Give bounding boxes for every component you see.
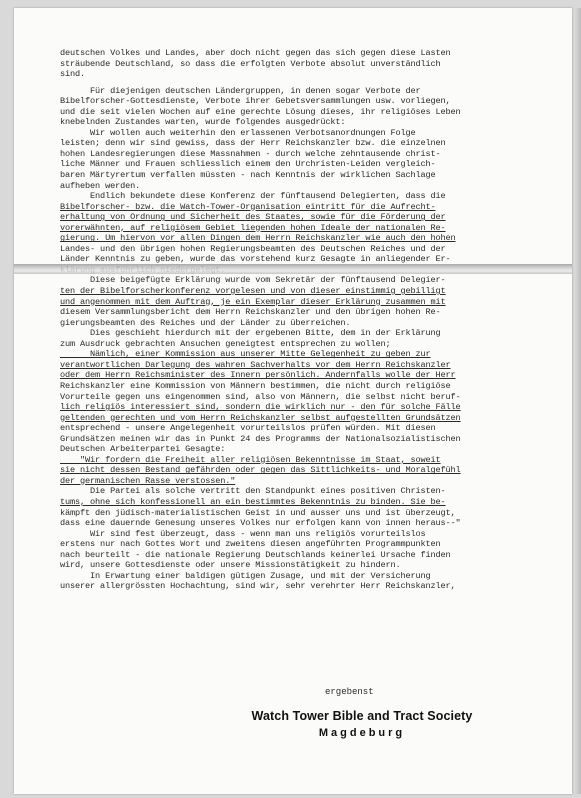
text-line: In Erwartung einer baldigen gütigen Zusage, und mit der Versicherung: [60, 570, 431, 581]
text-line: geltenden gerechten und vom Herrn Reichskanzler selbst aufgestellten Grundsätzen: [60, 412, 461, 423]
page-edge-shadow: [575, 8, 581, 794]
text-line: deutschen Volkes und Landes, aber doch nicht gegen das sich gegen diese Lasten: [60, 48, 451, 58]
text-line: kämpft den jüdisch-materialistischen Geist in und ausser uns und ist überzeugt,: [60, 507, 456, 518]
text-line: Nämlich, einer Kommission aus unserer Mitte Gelegenheit zu geben zur: [60, 349, 431, 360]
text-line: Bibelforscher-Gottesdienste, Verbote ihrer Gebetsversammlungen usw. vorliegen,: [60, 96, 451, 107]
text-line: der germanischen Rasse verstossen.": [60, 475, 236, 486]
text-line: lich religiös interessiert sind, sondern die wirklich nur - den für solche Fälle: [60, 402, 461, 413]
text-line: Länder Kenntnis zu geben, wurde das vorstehend kurz Gesagte in anliegender Er-: [60, 254, 451, 265]
text-line: vorerwähnten, auf religiösem Gebiet liegenden hohen Ideale der nationalen Re-: [60, 222, 446, 233]
text-line: baren Märtyrertum verfallen müssten - nach Kenntnis der wirklichen Sachlage: [60, 170, 436, 181]
text-line: entsprechend - unsere Angelegenheit vorurteilslos prüfen würden. Mit diesen: [60, 423, 436, 434]
text-line: tums, ohne sich konfessionell an ein bestimmtes Bekenntnis zu binden. Sie be-: [60, 496, 446, 507]
text-line: "Wir fordern die Freiheit aller religiösen Bekenntnisse im Staat, soweit: [60, 454, 441, 465]
scan-fold-band: [14, 264, 572, 274]
text-line: Für diejenigen deutschen Ländergruppen, in denen sogar Verbote der: [60, 85, 421, 96]
text-line: zum Ausdruck gebrachten Ansuchen geneigtest entsprechen zu wollen;: [60, 338, 391, 349]
signature-organization: Watch Tower Bible and Tract Society: [251, 709, 473, 723]
text-line: Endlich bekundete diese Konferenz der fünftausend Delegierten, dass die: [60, 191, 446, 202]
text-line: und angenommen mit dem Auftrag, je ein Exemplar dieser Erklärung zusammen mit: [60, 296, 446, 307]
text-line: nach beurteilt - die nationale Regierung Deutschlands keinerlei Ursache finden: [60, 549, 451, 560]
closing-phrase: ergebenst: [325, 687, 374, 697]
text-line: oder dem Herrn Reichsminister des Innern persönlich. Andernfalls wolle der Herr: [60, 370, 456, 381]
text-line: Bibelforscher- bzw. die Watch-Tower-Organisation eintritt für die Aufrecht-: [60, 201, 436, 212]
text-line: erhaltung von Ordnung und Sicherheit des Staates, sowie für die Förderung der: [60, 212, 446, 223]
text-line: sind.: [60, 69, 86, 80]
text-line: Vorurteile gegen uns eingenommen sind, also von Männern, die selbst nicht beruf-: [60, 391, 461, 402]
signature-city: Magdeburg: [318, 727, 406, 739]
text-line: aufheben werden.: [60, 180, 141, 191]
text-line: Diese beigefügte Erklärung wurde vom Sekretär der fünftausend Delegier-: [60, 275, 446, 286]
text-line: leisten; denn wir sind gewiss, dass der Herr Reichskanzler bzw. die einzelnen: [60, 138, 446, 149]
text-line: Die Partei als solche vertritt den Standpunkt eines positiven Christen-: [60, 486, 446, 497]
text-line: Reichskanzler eine Kommission von Männern bestimmen, die nicht durch religiöse: [60, 380, 451, 391]
text-line: Wir wollen auch weiterhin den erlassenen Verbotsanordnungen Folge: [60, 127, 416, 138]
text-line: Grundsätzen meinen wir das in Punkt 24 des Programms der Nationalsozialistischen: [60, 433, 461, 444]
text-line: gierung. Um hiervon vor allen Dingen dem Herrn Reichskanzler wie auch den hohen: [60, 233, 456, 244]
text-line: Wir sind fest überzeugt, dass - wenn man uns religiös vorurteilslos: [60, 528, 426, 539]
text-line: erstens nur nach Gottes Wort und zweitens diesen angeführten Programmpunkten: [60, 539, 441, 550]
text-line: liche Männer und Frauen schliesslich einem den Urchristen-Leiden vergleich-: [60, 159, 436, 170]
letter-body: [60, 48, 560, 592]
text-line: und die seit vielen Wochen auf eine gerechte Lösung dieses, ihr religiöses Leben: [60, 106, 461, 117]
text-line: knebelnden Zustandes warten, wurde folgendes ausgedrückt:: [60, 117, 346, 128]
document-page: [14, 8, 572, 794]
text-line: unserer allergrössten Hochachtung, sind wir, sehr verehrter Herr Reichskanzler,: [60, 581, 456, 592]
text-line: hohen Landesregierungen diese Massnahmen - durch welche zehntausende christ-: [60, 148, 441, 159]
text-line: Landes- und den übrigen hohen Regierungsbeamten des Deutschen Reiches und der: [60, 243, 446, 254]
text-line: ten der Bibelforscherkonferenz vorgelesen und von dieser einstimmig gebilligt: [60, 286, 446, 297]
text-line: gierungsbeamten des Reiches und der Länder zu überreichen.: [60, 317, 351, 328]
text-line: sie nicht dessen Bestand gefährden oder gegen das Sittlichkeits- und Moralgefühl: [60, 465, 461, 476]
text-line: wird, unsere Gottesdienste oder unsere Missionstätigkeit zu hindern.: [60, 560, 401, 571]
text-line: Deutschen Arbeiterpartei Gesagte:: [60, 444, 226, 455]
text-line: sträubende Deutschland, so dass die erfolgten Verbote absolut unverständlich: [60, 58, 441, 69]
text-line: Dies geschieht hierdurch mit der ergebenen Bitte, dem in der Erklärung: [60, 328, 441, 339]
text-line: verantwortlichen Darlegung des wahren Sachverhalts vor dem Herrn Reichskanzler: [60, 359, 451, 370]
text-line: dass eine dauernde Genesung unseres Volkes nur erfolgen kann von innen heraus--": [60, 518, 461, 529]
text-line: diesem Versammlungsbericht dem Herrn Reichskanzler und den übrigen hohen Re-: [60, 307, 441, 318]
